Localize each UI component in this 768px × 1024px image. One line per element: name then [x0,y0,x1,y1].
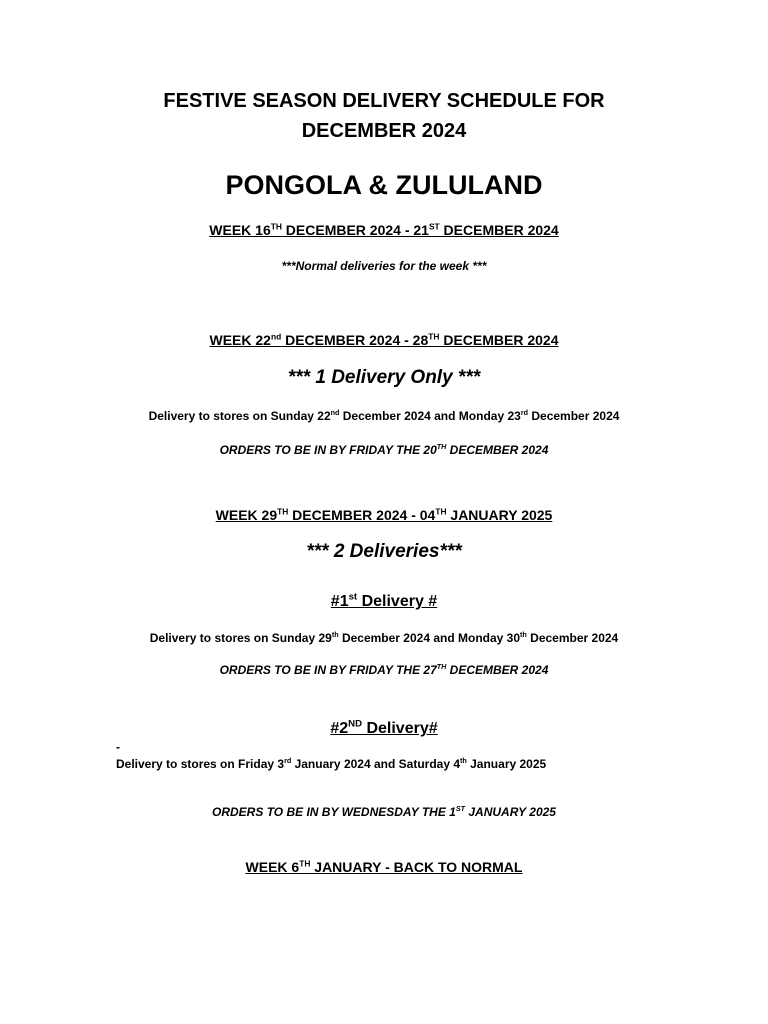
second-delivery-orders-deadline: ORDERS TO BE IN BY WEDNESDAY THE 1ST JANUARY 2025 [212,804,556,819]
week-3-heading: WEEK 29TH DECEMBER 2024 - 04TH JANUARY 2025 [215,506,553,523]
first-delivery-text: Delivery to stores on Sunday 29th December 2024 and Monday 30th December 2024 [149,630,619,645]
stray-dash: - [116,740,120,754]
week-1-note: ***Normal deliveries for the week *** [281,259,487,273]
first-delivery-heading: #1st Delivery # [330,591,438,610]
week-1-heading: WEEK 16TH DECEMBER 2024 - 21ST DECEMBER 2024 [209,221,559,238]
page-title-line-2: DECEMBER 2024 [301,120,467,142]
week-2-delivery-text: Delivery to stores on Sunday 22nd December 2024 and Monday 23rd December 2024 [148,408,620,423]
second-delivery-text: Delivery to stores on Friday 3rd January 2024 and Saturday 4th January 2025 [116,756,547,771]
page-title-line-1: FESTIVE SEASON DELIVERY SCHEDULE FOR [163,90,605,112]
second-delivery-heading: #2ND Delivery# [330,718,438,737]
first-delivery-orders-deadline: ORDERS TO BE IN BY FRIDAY THE 27TH DECEMBER 2024 [219,662,549,677]
week-3-banner: *** 2 Deliveries*** [306,541,462,562]
region-heading: PONGOLA & ZULULAND [225,170,543,200]
week-4-heading: WEEK 6TH JANUARY - BACK TO NORMAL [245,858,523,875]
week-2-banner: *** 1 Delivery Only *** [287,367,481,388]
week-2-orders-deadline: ORDERS TO BE IN BY FRIDAY THE 20TH DECEMBER 2024 [219,442,549,457]
week-2-heading: WEEK 22nd DECEMBER 2024 - 28TH DECEMBER 2024 [209,331,559,348]
